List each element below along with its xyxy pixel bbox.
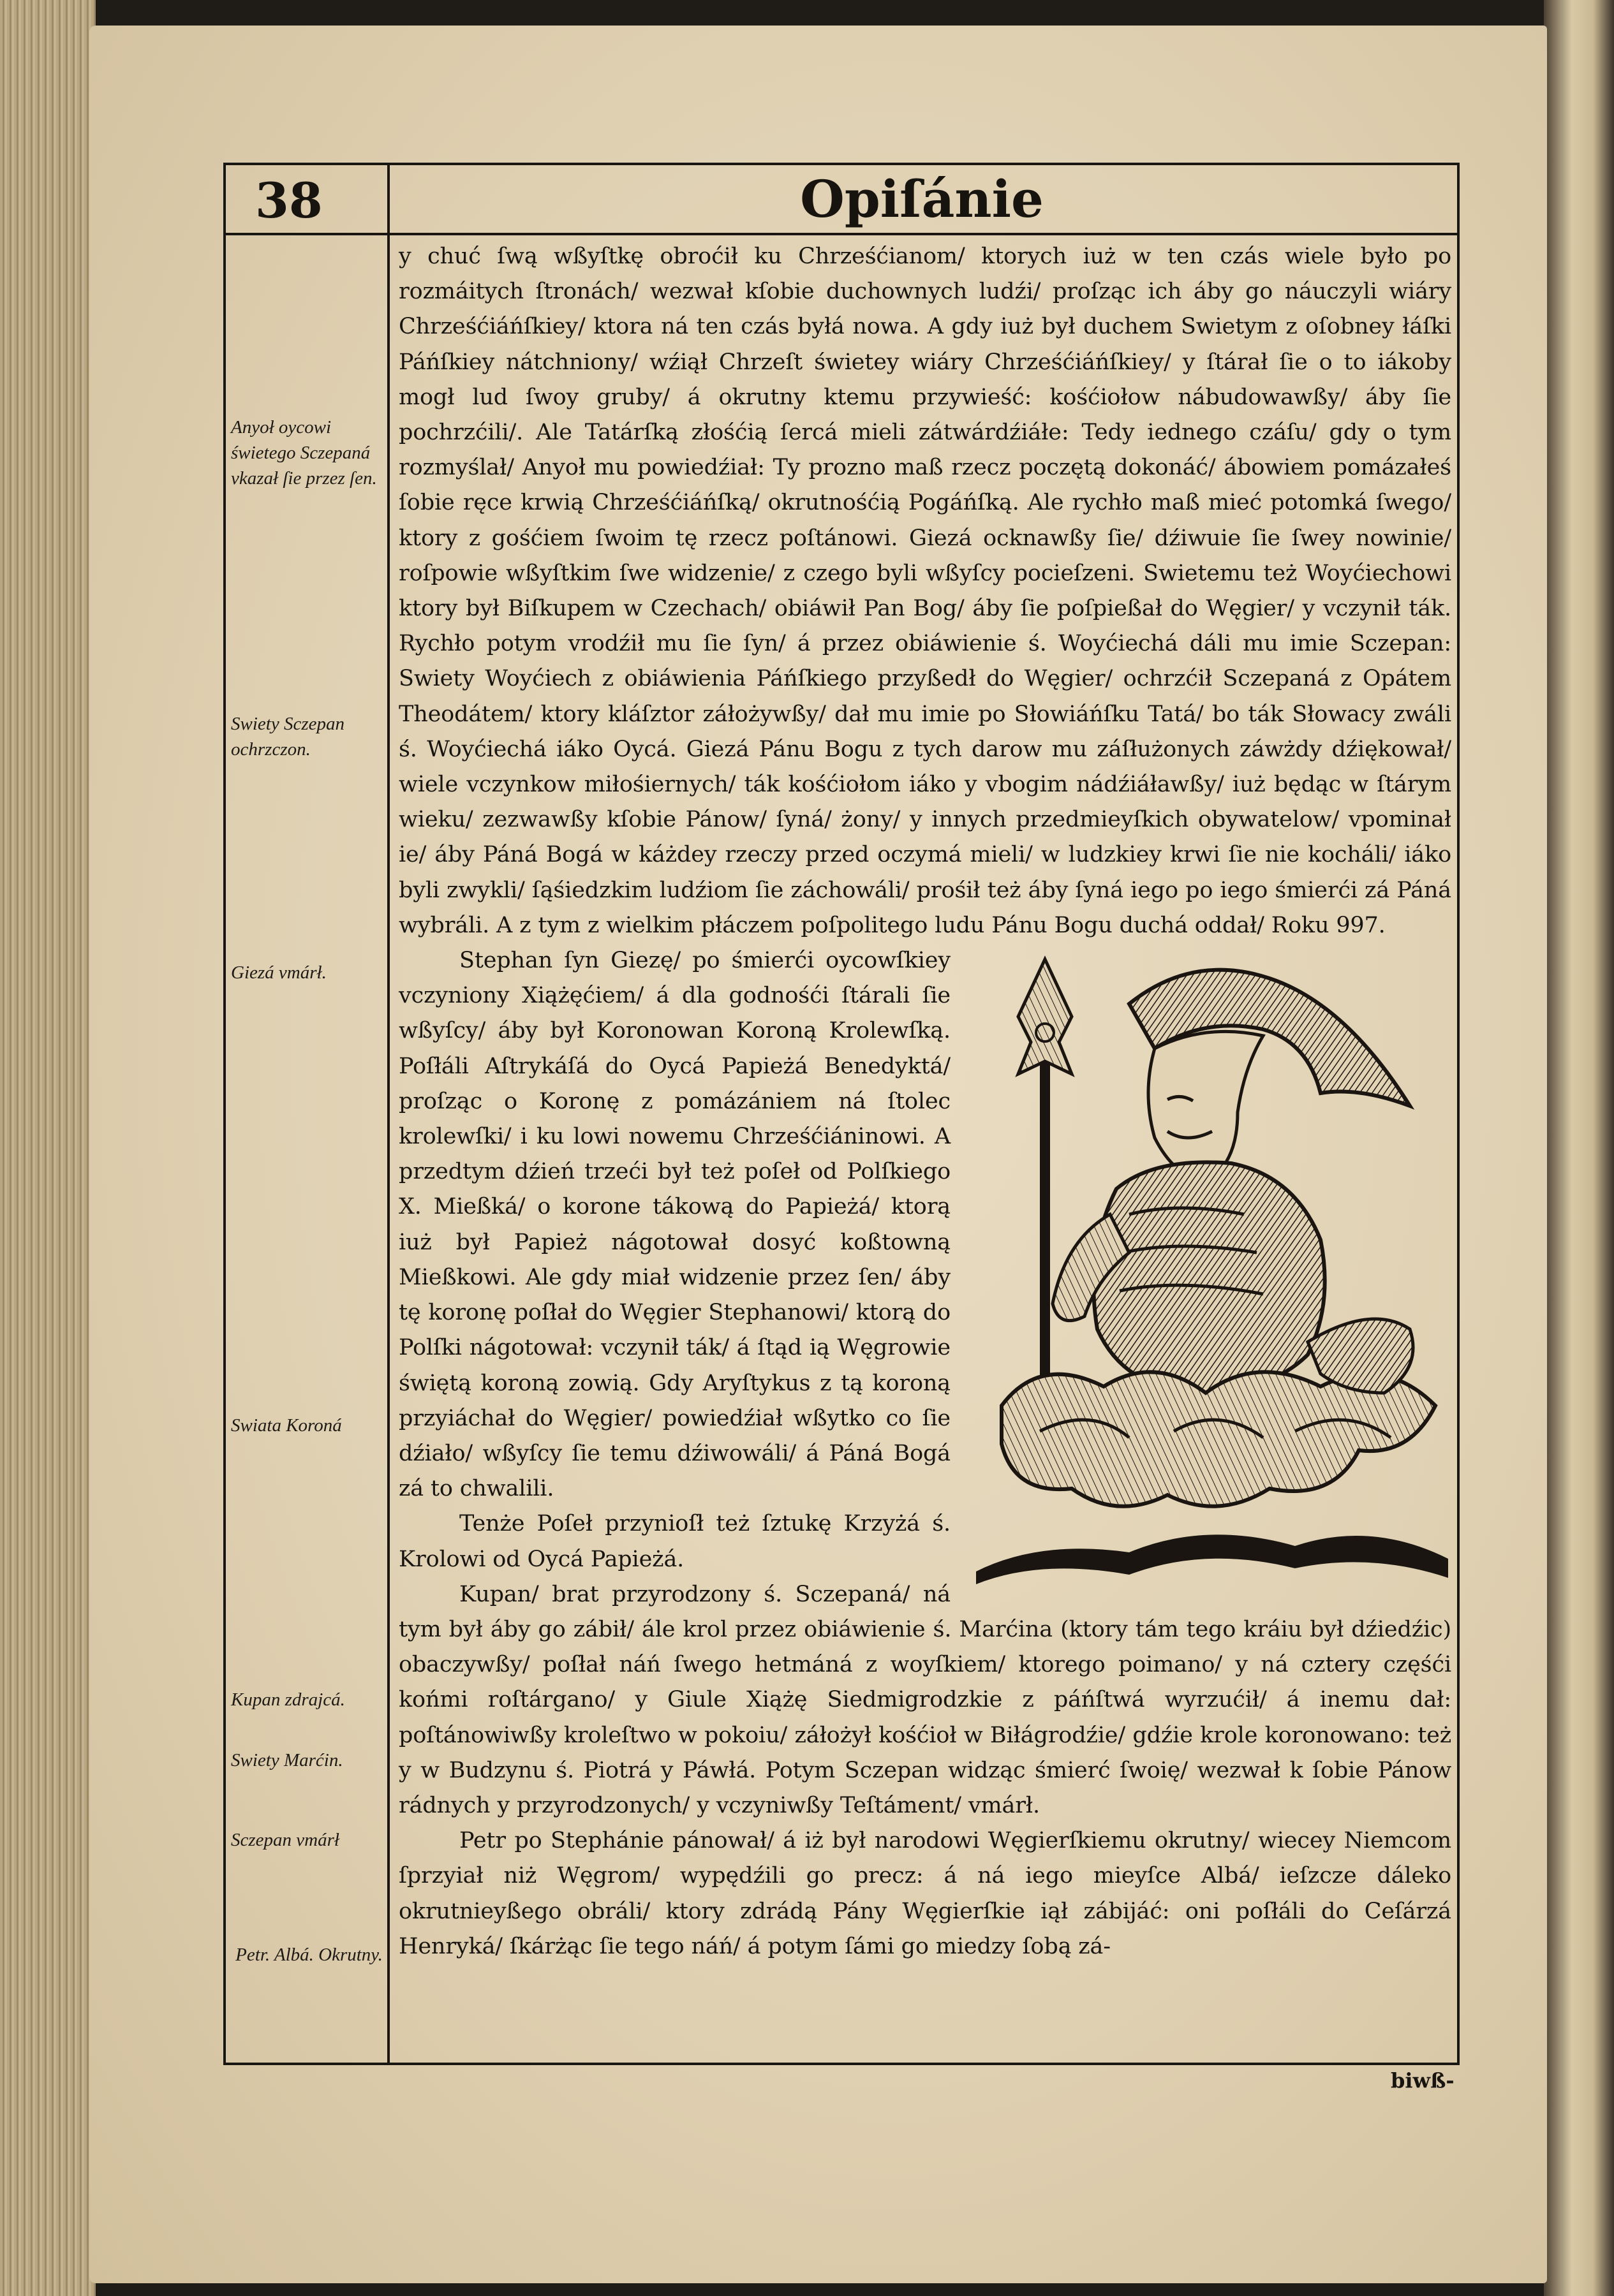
- sidenote: Kupan zdrajcá.: [231, 1689, 345, 1710]
- sidenote: Swiata Koroná: [231, 1415, 342, 1436]
- sidenote: Swiety Sczepan ochrzczon.: [231, 714, 344, 760]
- sidenote: Anyoł oycowi świetego Sczepaná vkazał ſie przez ſen.: [231, 417, 377, 489]
- paragraph: Tenże Poſeł przynioſł też ſztukę Krzyżá ś. Krolowi od Oycá Papieżá.: [399, 1511, 951, 1572]
- header-underline: [223, 233, 1457, 235]
- paragraph: Kupan/ brat przyrodzony ś. Sczepaná/ ná tym był áby go zábił/ ále krol przez obiáwienie ś. Marćina (ktory tám tego kráiu był dźiedźic) obaczywßy/ poſłał náń ſwego hetmáná z woyſkiem/ ktorego poimano/ y ná cztery częśći końmi roſtárgano/ y Giule Xiążę Siedmigrodzkie z páńſtwá wyrzućił/ á inemu dał: poſtánowiwßy kroleſtwo w pokoiu/ záłożył kośćioł w Biłágrodźie/ gdźie krole koronowano: też y w Budzynu ś. Piotrá y Páwłá. Potym Sczepan widząc śmierć ſwoię/ wezwał k ſobie Pánow rádnych y przyrodzonych/ y vczyniwßy Teſtáment/ vmárł.: [399, 1581, 1451, 1818]
- paragraph: Petr po Stephánie pánował/ á iż był narodowi Węgierſkiemu okrutny/ wiecey Niemcom ſprzyiał niż Węgrom/ wypędźili go precz: á ná iego mieyſce Albá/ ieſzcze dáleko okrutnieyßego obráli/ ktory zdrádą Pány Węgierſkie iął zábijáć: oni poſłáli do Ceſárzá Henryká/ ſkárżąc ſie tego náń/ á potym ſámi go miedzy ſobą zá-: [399, 1828, 1451, 1959]
- body-text: [399, 239, 1451, 2050]
- sidenote: Petr. Albá. Okrutny.: [235, 1945, 383, 1965]
- paragraph: Stephan ſyn Giezę/ po śmierći oycowſkiey vczyniony Xiążęćiem/ á dla godnośći ſtárali ſie wßyſcy/ áby był Koronowan Koroną Krolewſką. Poſłáli Aſtrykáſá do Oycá Papieżá Benedyktá/ proſząc o Koronę z pomázániem ná ſtolec krolewſki/ i ku lowi nowemu Chrześćiáninowi. A przedtym dźień trzeći był też poſeł od Polſkiego X. Mießká/ o korone tákową do Papieżá/ ktorą iuż był Papież nágotował dosyć koßtowną Mießkowi. Ale gdy miał widzenie przez ſen/ áby tę koronę poſłał do Węgier Stephanowi/ ktorą do Polſki nágotował: vczynił ták/ á ſtąd ią Węgrowie świętą koroną zowią. Gdy Aryſtykus z tą koroną przyiáchał do Węgier/ powiedźiał wßytko co ſie dźiało/ wßyſcy ſie temu dźiwowáli/ á Páná Bogá zá to chwalili.: [399, 948, 951, 1502]
- catchword: biwß-: [1391, 2068, 1455, 2093]
- margin-rule: [387, 163, 390, 2063]
- page-number: 38: [255, 172, 323, 229]
- running-head: Opiſánie: [800, 169, 1044, 229]
- paragraph: y chuć ſwą wßyſtkę obroćił ku Chrześćianom/ ktorych iuż w ten czás wiele było po rozmáitych ſtronách/ wezwał kſobie duchownych ludźi/ proſząc ich áby go náuczyli wiáry Chrześćiáńſkiey/ ktora ná ten czás byłá nowa. A gdy iuż był duchem Swietym z oſobney łáſki Páńſkiey nátchniony/ wźiął Chrzeſt świetey wiáry Chrześćiáńſkiey/ y ſtárał ſie o to iákoby mogł lud ſwoy gruby/ á okrutny ktemu przywieść: kośćiołow nábudowawßy/ áby ſie pochrzćili/. Ale Tatárſką złośćią ſercá mieli zátwárdźiáłe: Tedy iednego czáſu/ gdy o tym rozmyślał/ Anyoł mu powiedźiał: Ty prozno maß rzecz poczętą dokonáć/ ábowiem pomázałeś ſobie ręce krwią Chrześćiáńſką/ okrutnośćią Pogáńſką. Ale rychło maß mieć potomká ſwego/ ktory z gośćiem ſwoim tę rzecz poſtánowi. Giezá ocknawßy ſie/ dźiwuie ſie ſwey nowinie/ roſpowie wßyſtkim ſwe widzenie/ z czego byli wßyſcy pocieſzeni. Swietemu też Woyćiechowi ktory był Biſkupem w Czechach/ obiáwił Pan Bog/ áby ſie poſpießał do Węgier/ y vczynił ták. Rychło potym vrodźił mu ſie ſyn/ á przez obiáwienie ś. Woyćiechá dáli mu imie Sczepan: Swiety Woyćiech z obiáwienia Páńſkiego przyßedł do Węgier/ ochrzćił Sczepaná z Opátem Theodátem/ ktory kláſztor záłożywßy/ dał mu imie po Słowiáńſku Tatá/ bo ták Słowacy zwáli ś. Woyćiechá iáko Oycá. Giezá Pánu Bogu z tych darow mu záſłużonych záwżdy dźiękował/ wiele vczynkow miłośiernych/ ták kośćiołom iáko y vbogim nádźiáławßy/ iuż będąc w ſtárym wieku/ zezwawßy kſobie Pánow/ ſyná/ żony/ y innych przedmieyſkich obywatelow/ vpominał ie/ áby Páná Bogá w káżdey rzeczy przed oczymá mieli/ w ludzkiey krwi ſie nie kocháli/ iáko byli zwykli/ ſąśiedzkim ludźiom ſie záchowáli/ prośił też áby ſyná iego po iego śmierći zá Páná wybráli. A z tym z wielkim płáczem poſpolitego ludu Pánu Bogu duchá oddał/ Roku 997.: [399, 244, 1451, 938]
- sidenote: Sczepan vmárł: [231, 1830, 339, 1850]
- book-page-edge: [0, 0, 96, 2296]
- woodcut-illustration: [963, 946, 1455, 1591]
- sidenote: Giezá vmárł.: [231, 962, 327, 983]
- sidenote: Swiety Marćin.: [231, 1750, 343, 1770]
- book-gutter: [1544, 0, 1614, 2296]
